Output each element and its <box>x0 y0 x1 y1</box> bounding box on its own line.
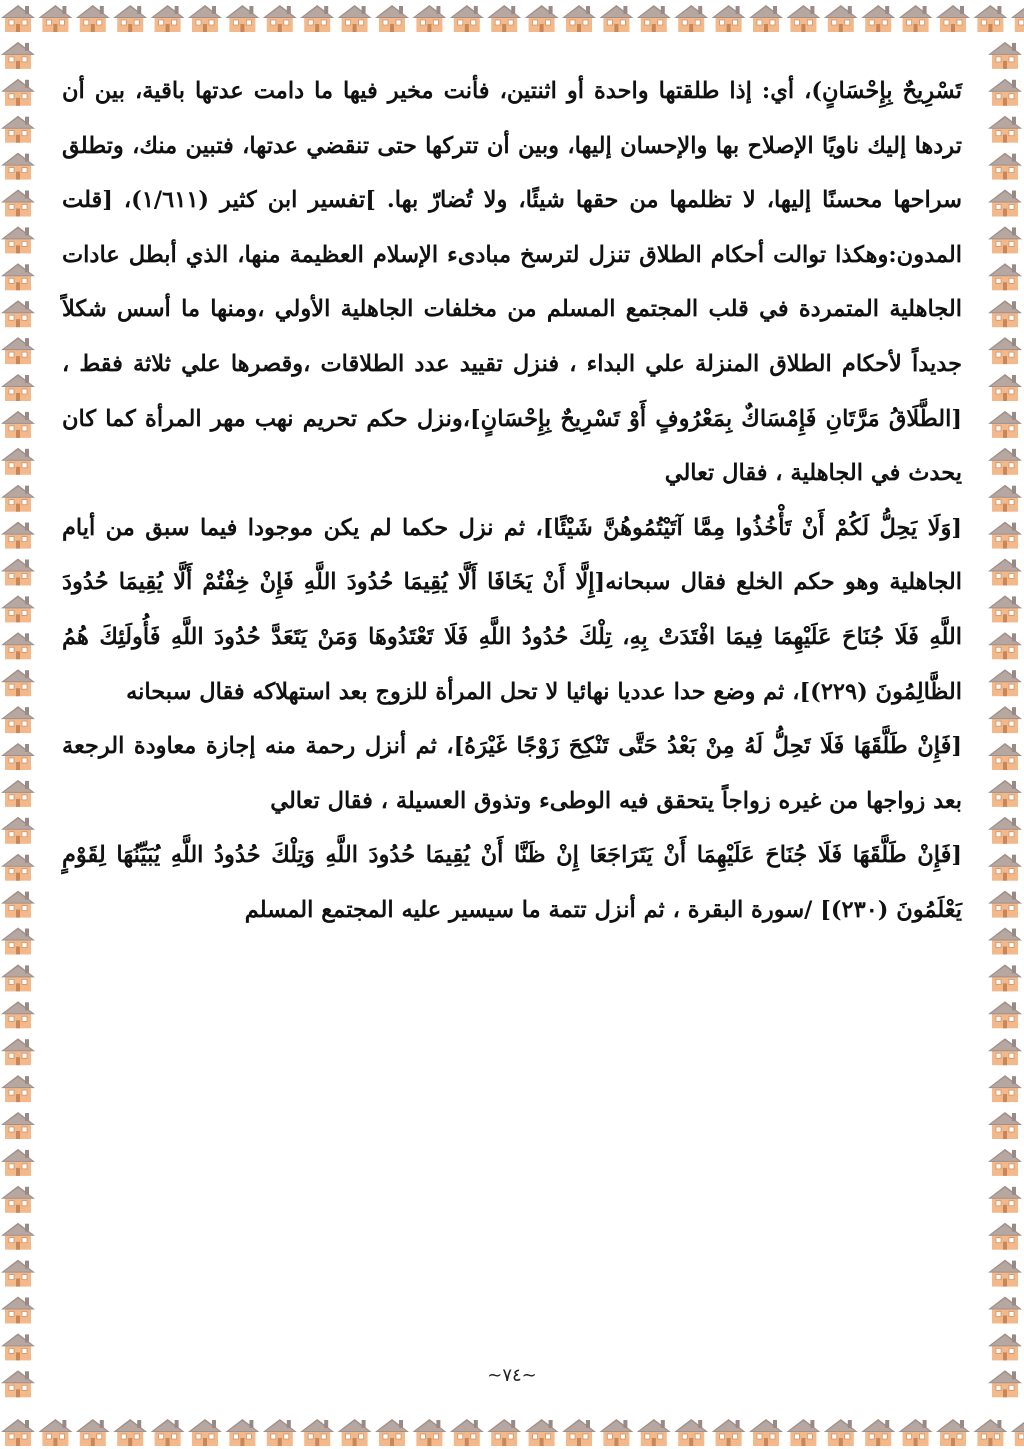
house-icon <box>1 1260 35 1287</box>
house-icon <box>988 780 1022 807</box>
house-icon <box>1 116 35 143</box>
house-icon <box>988 964 1022 991</box>
house-icon <box>1 226 35 253</box>
house-icon <box>1 42 35 69</box>
house-icon <box>38 5 72 32</box>
house-icon <box>973 1419 1007 1446</box>
house-icon <box>1 1419 35 1446</box>
house-icon <box>338 1419 372 1446</box>
house-icon <box>1 706 35 733</box>
house-icon <box>1 817 35 844</box>
house-icon <box>749 5 783 32</box>
house-icon <box>1 522 35 549</box>
house-icon <box>1 485 35 512</box>
house-icon <box>487 1419 521 1446</box>
house-icon <box>749 1419 783 1446</box>
house-icon <box>936 5 970 32</box>
house-icon <box>988 1038 1022 1065</box>
house-icon <box>1 374 35 401</box>
house-icon <box>450 5 484 32</box>
house-icon <box>1 1297 35 1324</box>
house-icon <box>113 1419 147 1446</box>
paragraph: تَسْرِيحٌ بِإِحْسَانٍ)، أي: إذا طلقتها واحدة أو اثنتين، فأنت مخير فيها ما دامت عدتها باقية، بين أن تردها إليك ناويًا الإصلاح بها والإحسان إليها، وبين أن تتركها حتى تنقضي عدتها، فتبين منك، وتطلق سراحها محسنًا إليها، لا تظلمها من حقها شيئًا، ولا تُضارّ بها. ]تفسير ابن كثير (١/٦١١)، [قلت المدون:وهكذا توالت أحكام الطلاق تنزل لترسخ مبادىء الإسلام العظيمة منها، الذي أبطل عادات الجاهلية المتمردة في قلب المجتمع المسلم من مخلفات الجاهلية الأولي ،ومنها ما أسس شكلاً جديداً لأحكام الطلاق المنزلة علي البداء ، فنزل تقييد عدد الطلاقات ،وقصرها علي ثلاثة فقط ، [الطَّلَاقُ مَرَّتَانِ فَإِمْسَاكٌ بِمَعْرُوفٍ أَوْ تَسْرِيحٌ بِإِحْسَانٍ]،ونزل حكم تحريم نهب مهر المرأة كما كان يحدث في الجاهلية ، فقال تعالي <box>62 78 962 487</box>
house-icon <box>1 780 35 807</box>
house-icon <box>988 300 1022 327</box>
house-icon <box>988 263 1022 290</box>
house-icon <box>225 1419 259 1446</box>
house-icon <box>599 5 633 32</box>
house-icon <box>988 153 1022 180</box>
house-icon <box>375 1419 409 1446</box>
house-icon <box>188 1419 222 1446</box>
house-icon <box>1 1001 35 1028</box>
house-icon <box>712 5 746 32</box>
house-icon <box>988 1112 1022 1139</box>
house-icon <box>1 1149 35 1176</box>
house-icon <box>988 559 1022 586</box>
house-icon <box>38 1419 72 1446</box>
house-icon <box>988 1186 1022 1213</box>
house-icon <box>988 116 1022 143</box>
house-icon <box>76 1419 110 1446</box>
house-icon <box>450 1419 484 1446</box>
house-icon <box>988 411 1022 438</box>
house-icon <box>988 854 1022 881</box>
house-icon <box>1 1186 35 1213</box>
house-icon <box>988 706 1022 733</box>
house-icon <box>988 337 1022 364</box>
house-icon <box>988 817 1022 844</box>
house-icon <box>786 1419 820 1446</box>
house-icon <box>225 5 259 32</box>
house-icon <box>1 448 35 475</box>
house-icon <box>936 1419 970 1446</box>
paragraph: [وَلَا يَحِلُّ لَكُمْ أَنْ تَأْخُذُوا مِمَّا آتَيْتُمُوهُنَّ شَيْئًا]، ثم نزل حكما لم يكن موجودا فيما سبق من أيام الجاهلية وهو حكم الخلع فقال سبحانه[إِلَّا أَنْ يَخَافَا أَلَّا يُقِيمَا حُدُودَ اللَّهِ فَإِنْ خِفْتُمْ أَلَّا يُقِيمَا حُدُودَ اللَّهِ فَلَا جُنَاحَ عَلَيْهِمَا فِيمَا افْتَدَتْ بِهِ، تِلْكَ حُدُودُ اللَّهِ فَلَا تَعْتَدُوهَا وَمَنْ يَتَعَدَّ حُدُودَ اللَّهِ فَأُولَئِكَ هُمُ الظَّالِمُونَ (٢٢٩)]، ثم وضع حدا عدديا نهائيا لا تحل المرأة للزوج بعد استهلاكه فقال سبحانه <box>62 514 962 705</box>
house-icon <box>861 5 895 32</box>
house-icon <box>1 743 35 770</box>
house-icon <box>861 1419 895 1446</box>
house-icon <box>562 5 596 32</box>
house-icon <box>1 1112 35 1139</box>
house-icon <box>637 5 671 32</box>
house-icon <box>988 226 1022 253</box>
house-icon <box>1 79 35 106</box>
house-icon <box>1 1333 35 1360</box>
house-icon <box>263 5 297 32</box>
house-icon <box>988 1297 1022 1324</box>
house-icon <box>412 1419 446 1446</box>
house-icon <box>562 1419 596 1446</box>
house-icon <box>824 1419 858 1446</box>
house-icon <box>412 5 446 32</box>
house-icon <box>988 1075 1022 1102</box>
house-icon <box>1 1075 35 1102</box>
house-icon <box>1 411 35 438</box>
house-icon <box>300 5 334 32</box>
house-icon <box>1 928 35 955</box>
house-icon <box>988 743 1022 770</box>
paragraph: [فَإِنْ طَلَّقَهَا فَلَا تَحِلُّ لَهُ مِنْ بَعْدُ حَتَّى تَنْكِحَ زَوْجًا غَيْرَهُ]، ثم أنزل رحمة منه إجازة معاودة الرجعة بعد زواجها من غيره زواجاً يتحقق فيه الوطىء وتذوق العسيلة ، فقال تعالي <box>62 733 962 814</box>
house-icon <box>1 263 35 290</box>
house-icon <box>988 632 1022 659</box>
house-icon <box>1 300 35 327</box>
house-icon <box>151 1419 185 1446</box>
house-icon <box>338 5 372 32</box>
house-icon <box>988 374 1022 401</box>
house-icon <box>1 891 35 918</box>
house-icon <box>188 5 222 32</box>
house-icon <box>1011 1419 1024 1446</box>
house-icon <box>76 5 110 32</box>
page-number: ~٧٤~ <box>487 1365 537 1386</box>
house-icon <box>973 5 1007 32</box>
house-icon <box>1 595 35 622</box>
house-icon <box>1 337 35 364</box>
house-icon <box>988 79 1022 106</box>
house-icon <box>988 1333 1022 1360</box>
house-icon <box>113 5 147 32</box>
house-icon <box>151 5 185 32</box>
house-icon <box>988 595 1022 622</box>
house-icon <box>899 1419 933 1446</box>
house-icon <box>300 1419 334 1446</box>
house-icon <box>525 5 559 32</box>
house-icon <box>263 1419 297 1446</box>
house-icon <box>1 5 35 32</box>
house-icon <box>525 1419 559 1446</box>
house-icon <box>1 1038 35 1065</box>
house-icon <box>786 5 820 32</box>
house-icon <box>1 559 35 586</box>
house-icon <box>988 1001 1022 1028</box>
house-icon <box>375 5 409 32</box>
house-icon <box>1 854 35 881</box>
house-icon <box>988 42 1022 69</box>
house-icon <box>988 1149 1022 1176</box>
house-icon <box>988 1260 1022 1287</box>
house-icon <box>1 669 35 696</box>
house-icon <box>988 669 1022 696</box>
house-icon <box>1 153 35 180</box>
house-icon <box>1 190 35 217</box>
house-icon <box>988 891 1022 918</box>
house-icon <box>824 5 858 32</box>
house-icon <box>1 1223 35 1250</box>
house-icon <box>988 190 1022 217</box>
house-icon <box>599 1419 633 1446</box>
house-icon <box>988 1223 1022 1250</box>
house-icon <box>899 5 933 32</box>
house-icon <box>988 485 1022 512</box>
document-body <box>62 64 962 938</box>
house-icon <box>637 1419 671 1446</box>
paragraph: [فَإِنْ طَلَّقَهَا فَلَا جُنَاحَ عَلَيْهِمَا أَنْ يَتَرَاجَعَا إِنْ ظَنَّا أَنْ يُقِيمَا حُدُودَ اللَّهِ وَتِلْكَ حُدُودُ اللَّهِ يُبَيِّنُهَا لِقَوْمٍ يَعْلَمُونَ (٢٣٠)] /سورة البقرة ، ثم أنزل تتمة ما سيسير عليه المجتمع المسلم <box>62 842 962 923</box>
house-icon <box>988 522 1022 549</box>
house-icon <box>1 632 35 659</box>
house-icon <box>674 5 708 32</box>
house-icon <box>674 1419 708 1446</box>
house-icon <box>988 448 1022 475</box>
house-icon <box>988 928 1022 955</box>
house-icon <box>712 1419 746 1446</box>
house-icon <box>1011 5 1024 32</box>
house-icon <box>1 964 35 991</box>
house-icon <box>487 5 521 32</box>
